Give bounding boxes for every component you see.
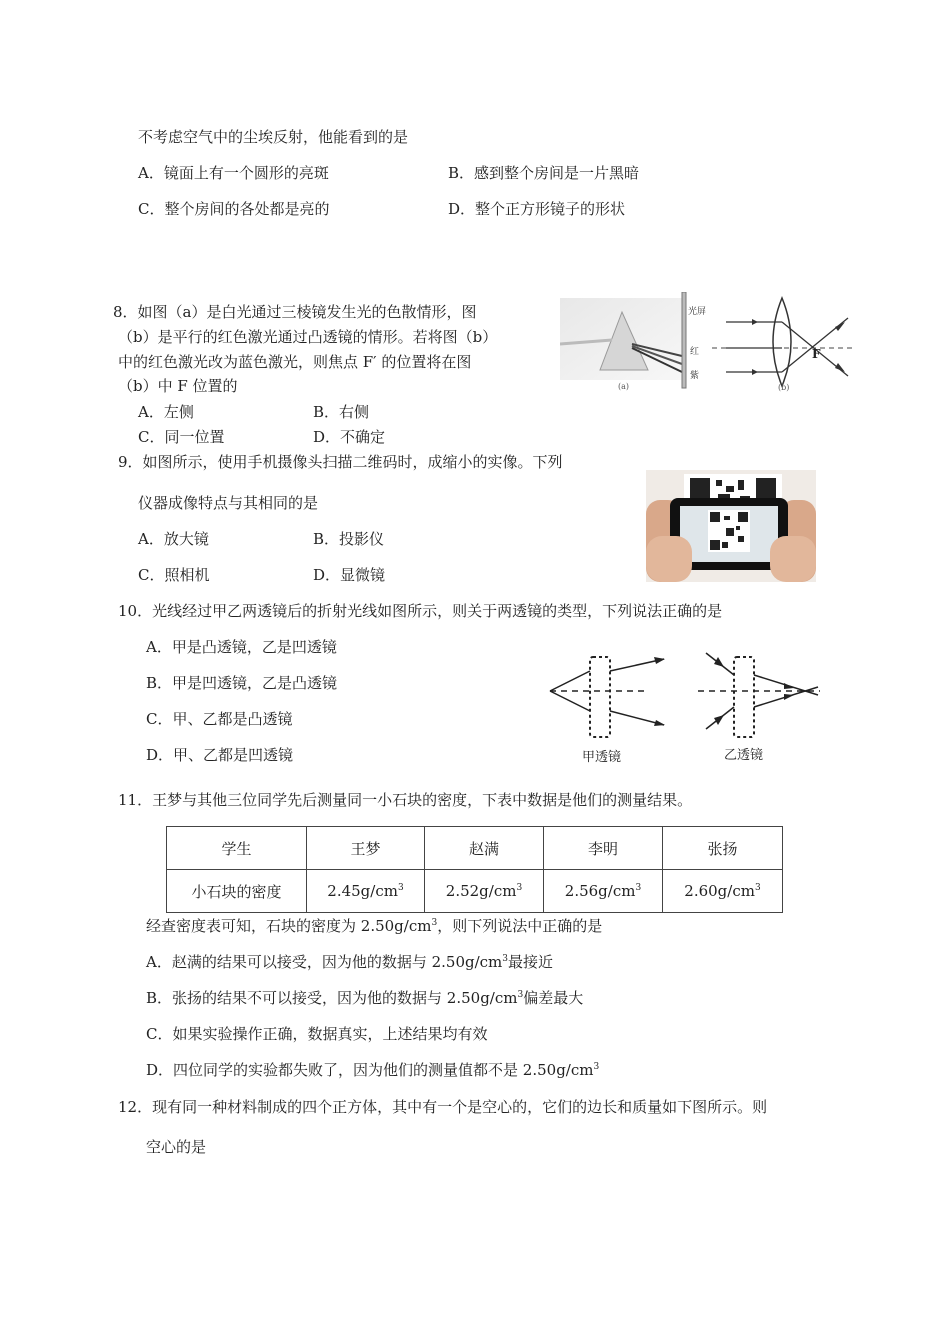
q8-stem-line4: （b）中 F 位置的 (118, 377, 238, 395)
lens-jia-caption: 甲透镜 (582, 750, 622, 765)
option-a: A．镜面上有一个圆形的亮斑 (138, 164, 329, 182)
q8-option-c: C．同一位置 (138, 428, 225, 446)
q11-option-b: B．张扬的结果不可以接受，因为他的数据与 $2.50g/cm^3$偏差最大 (146, 989, 584, 1007)
table-header: 王梦 (307, 827, 425, 870)
q9-stem-line1: 9．如图所示，使用手机摄像头扫描二维码时，成缩小的实像。下列 (118, 453, 563, 471)
q10-option-d: D．甲、乙都是凹透镜 (146, 746, 294, 764)
q10-stem: 10．光线经过甲乙两透镜后的折射光线如图所示，则关于两透镜的类型，下列说法正确的是 (118, 602, 723, 620)
q11-stem: 11．王梦与其他三位同学先后测量同一小石块的密度，下表中数据是他们的测量结果。 (118, 791, 693, 809)
q9-stem-line2: 仪器成像特点与其相同的是 (138, 494, 319, 512)
table-cell: $2.45g/cm^3$ (307, 870, 425, 913)
q10-option-c: C．甲、乙都是凸透镜 (146, 710, 293, 728)
table-header: 学生 (167, 827, 307, 870)
red-label: 红 (690, 347, 700, 357)
option-d: D．整个正方形镜子的形状 (448, 200, 626, 218)
q8-stem-line3: 中的红色激光改为蓝色激光，则焦点 F′ 的位置将在图 (118, 353, 472, 371)
figure-b-label: (b) (778, 383, 790, 392)
q11-known-density: 经查密度表可知，石块的密度为 $2.50g/cm^3$，则下列说法中正确的是 (146, 917, 603, 935)
table-cell: $2.60g/cm^3$ (663, 870, 783, 913)
q8-option-d: D．不确定 (313, 428, 386, 446)
q9-option-d: D．显微镜 (313, 566, 386, 584)
q12-stem-line1: 12．现有同一种材料制成的四个正方体，其中有一个是空心的，它们的边长和质量如下图所示。则 (118, 1098, 768, 1116)
density-results-table (166, 826, 783, 913)
phone-scan-qr-image (646, 470, 816, 582)
q10-option-a: A．甲是凸透镜，乙是凹透镜 (146, 638, 337, 656)
q11-option-d: D．四位同学的实验都失败了，因为他们的测量值都不是 $2.50g/cm^3$ (146, 1061, 600, 1079)
q11-option-c: C．如果实验操作正确，数据真实，上述结果均有效 (146, 1025, 488, 1043)
q9-option-b: B．投影仪 (313, 530, 385, 548)
table-cell: $2.56g/cm^3$ (544, 870, 663, 913)
q9-option-a: A．放大镜 (138, 530, 209, 548)
q11-option-a: A．赵满的结果可以接受，因为他的数据与 $2.50g/cm^3$最接近 (146, 953, 554, 971)
table-header: 张扬 (663, 827, 783, 870)
q10-option-b: B．甲是凹透镜，乙是凸透镜 (146, 674, 338, 692)
table-cell: $2.52g/cm^3$ (425, 870, 544, 913)
violet-label: 紫 (690, 371, 700, 381)
screen-label: 光屏 (688, 307, 707, 317)
q8-stem-line1: 8．如图（a）是白光通过三棱镜发生光的色散情形，图 (113, 303, 477, 321)
prism-dispersion-figure (560, 292, 710, 392)
q9-option-c: C．照相机 (138, 566, 210, 584)
table-row-label: 小石块的密度 (167, 870, 307, 913)
table-header: 李明 (544, 827, 663, 870)
q8-stem-line2: （b）是平行的红色激光通过凸透镜的情形。若将图（b） (118, 328, 498, 346)
q8-option-b: B．右侧 (313, 403, 370, 421)
lens-yi-caption: 乙透镜 (724, 748, 764, 763)
question-text: 不考虑空气中的尘埃反射，他能看到的是 (138, 128, 409, 146)
focus-label: F (812, 347, 821, 361)
q8-option-a: A．左侧 (138, 403, 194, 421)
q12-stem-line2: 空心的是 (146, 1138, 207, 1156)
convex-lens-figure (712, 292, 852, 392)
option-c: C．整个房间的各处都是亮的 (138, 200, 330, 218)
option-b: B．感到整个房间是一片黑暗 (448, 164, 640, 182)
table-header: 赵满 (425, 827, 544, 870)
figure-a-label: (a) (618, 382, 630, 391)
